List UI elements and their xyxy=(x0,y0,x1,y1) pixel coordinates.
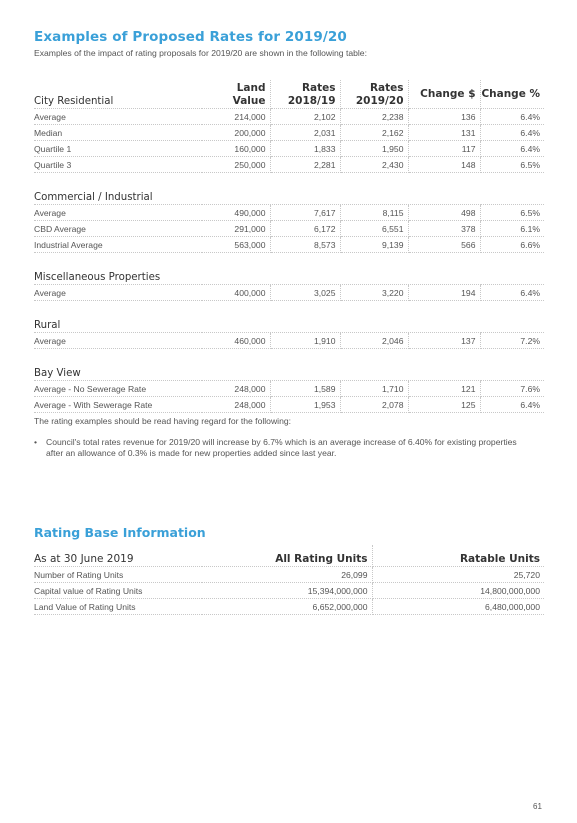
cell-land-value: 248,000 xyxy=(202,381,270,397)
cell-change-dollar: 498 xyxy=(408,205,480,221)
cell-rates-2018-19: 1,589 xyxy=(270,381,340,397)
city-residential-rows xyxy=(34,109,544,173)
rates-table xyxy=(34,80,544,413)
note-text: The rating examples should be read having regard for the following: xyxy=(34,416,292,426)
row-label: Quartile 1 xyxy=(34,141,202,157)
table-row xyxy=(34,157,544,173)
table-row xyxy=(34,125,544,141)
cell-change-dollar: 148 xyxy=(408,157,480,173)
table-row xyxy=(34,285,544,301)
row-label: Number of Rating Units xyxy=(34,567,202,583)
cell-rates-2019-20: 2,238 xyxy=(340,109,408,125)
cell-rates-2019-20: 6,551 xyxy=(340,221,408,237)
table-row xyxy=(34,333,544,349)
cell-change-dollar: 194 xyxy=(408,285,480,301)
bullet-text: Council's total rates revenue for 2019/20 will increase by 6.7% which is an average increase of 6.40% for existing properties after an allowance of 0.3% is made for new properties added since last year. xyxy=(46,437,517,458)
page-number: 61 xyxy=(533,802,542,811)
row-label: Capital value of Rating Units xyxy=(34,583,202,599)
cell-change-percent: 7.2% xyxy=(480,333,544,349)
cell-change-percent: 6.5% xyxy=(480,157,544,173)
cell-rates-2018-19: 1,953 xyxy=(270,397,340,413)
cell-rates-2019-20: 2,162 xyxy=(340,125,408,141)
cell-rates-2018-19: 1,910 xyxy=(270,333,340,349)
col-as-at: As at 30 June 2019 xyxy=(34,545,202,567)
cell-change-percent: 6.1% xyxy=(480,221,544,237)
bullet-item xyxy=(34,437,534,459)
cell-rates-2018-19: 2,031 xyxy=(270,125,340,141)
table-row xyxy=(34,237,544,253)
cell-ratable-units: 6,480,000,000 xyxy=(372,599,544,615)
table-row xyxy=(34,397,544,413)
cell-rates-2019-20: 2,430 xyxy=(340,157,408,173)
table-row xyxy=(34,109,544,125)
row-label: Average - With Sewerage Rate xyxy=(34,397,202,413)
cell-change-percent: 6.4% xyxy=(480,285,544,301)
cell-change-dollar: 136 xyxy=(408,109,480,125)
cell-rates-2018-19: 7,617 xyxy=(270,205,340,221)
cell-change-dollar: 137 xyxy=(408,333,480,349)
cell-rates-2019-20: 3,220 xyxy=(340,285,408,301)
cell-land-value: 291,000 xyxy=(202,221,270,237)
cell-all-rating-units: 26,099 xyxy=(202,567,372,583)
col-ratable-units: Ratable Units xyxy=(372,545,544,567)
commercial-rows xyxy=(34,205,544,253)
cell-rates-2018-19: 1,833 xyxy=(270,141,340,157)
page-title: Examples of Proposed Rates for 2019/20 xyxy=(34,29,347,45)
cell-rates-2019-20: 8,115 xyxy=(340,205,408,221)
row-label: Average xyxy=(34,109,202,125)
cell-change-dollar: 378 xyxy=(408,221,480,237)
table-row xyxy=(34,205,544,221)
cell-rates-2018-19: 3,025 xyxy=(270,285,340,301)
cell-change-percent: 6.4% xyxy=(480,125,544,141)
cell-all-rating-units: 6,652,000,000 xyxy=(202,599,372,615)
cell-change-dollar: 566 xyxy=(408,237,480,253)
col-all-rating-units: All Rating Units xyxy=(202,545,372,567)
row-label: Average xyxy=(34,285,202,301)
rural-rows xyxy=(34,333,544,349)
rating-base-header xyxy=(34,545,544,567)
row-label: CBD Average xyxy=(34,221,202,237)
cell-change-dollar: 131 xyxy=(408,125,480,141)
rating-base-rows xyxy=(34,567,544,615)
row-label: Land Value of Rating Units xyxy=(34,599,202,615)
cell-change-percent: 6.4% xyxy=(480,109,544,125)
misc-rows xyxy=(34,285,544,301)
cell-change-percent: 7.6% xyxy=(480,381,544,397)
table-row xyxy=(34,221,544,237)
cell-change-percent: 6.4% xyxy=(480,397,544,413)
col-land-value: Land Value xyxy=(202,80,270,109)
section-title-rating-base: Rating Base Information xyxy=(34,525,206,540)
cell-ratable-units: 25,720 xyxy=(372,567,544,583)
table-row xyxy=(34,583,544,599)
cell-land-value: 460,000 xyxy=(202,333,270,349)
section-misc: Miscellaneous Properties xyxy=(34,253,544,285)
cell-change-percent: 6.5% xyxy=(480,205,544,221)
cell-change-dollar: 125 xyxy=(408,397,480,413)
cell-change-percent: 6.4% xyxy=(480,141,544,157)
cell-land-value: 490,000 xyxy=(202,205,270,221)
col-change-percent: Change % xyxy=(480,80,544,109)
cell-land-value: 214,000 xyxy=(202,109,270,125)
cell-rates-2019-20: 2,046 xyxy=(340,333,408,349)
table-row xyxy=(34,141,544,157)
cell-land-value: 160,000 xyxy=(202,141,270,157)
cell-land-value: 248,000 xyxy=(202,397,270,413)
section-city-residential: City Residential xyxy=(34,80,202,109)
row-label: Industrial Average xyxy=(34,237,202,253)
rates-table-header xyxy=(34,80,544,109)
cell-rates-2018-19: 2,102 xyxy=(270,109,340,125)
table-row xyxy=(34,381,544,397)
cell-rates-2019-20: 1,710 xyxy=(340,381,408,397)
cell-all-rating-units: 15,394,000,000 xyxy=(202,583,372,599)
section-rural: Rural xyxy=(34,301,544,333)
cell-ratable-units: 14,800,000,000 xyxy=(372,583,544,599)
cell-change-dollar: 117 xyxy=(408,141,480,157)
col-rates-2019-20: Rates 2019/20 xyxy=(340,80,408,109)
row-label: Median xyxy=(34,125,202,141)
cell-rates-2019-20: 9,139 xyxy=(340,237,408,253)
cell-land-value: 250,000 xyxy=(202,157,270,173)
cell-rates-2019-20: 1,950 xyxy=(340,141,408,157)
cell-land-value: 200,000 xyxy=(202,125,270,141)
row-label: Average - No Sewerage Rate xyxy=(34,381,202,397)
cell-rates-2018-19: 8,573 xyxy=(270,237,340,253)
cell-land-value: 400,000 xyxy=(202,285,270,301)
row-label: Average xyxy=(34,333,202,349)
table-row xyxy=(34,599,544,615)
col-rates-2018-19: Rates 2018/19 xyxy=(270,80,340,109)
section-commercial: Commercial / Industrial xyxy=(34,173,544,205)
cell-rates-2018-19: 2,281 xyxy=(270,157,340,173)
table-row xyxy=(34,567,544,583)
intro-text: Examples of the impact of rating proposals for 2019/20 are shown in the following table: xyxy=(34,48,367,58)
bay-view-rows xyxy=(34,381,544,413)
row-label: Average xyxy=(34,205,202,221)
bullet-icon: • xyxy=(34,437,38,447)
cell-land-value: 563,000 xyxy=(202,237,270,253)
cell-rates-2018-19: 6,172 xyxy=(270,221,340,237)
rating-base-table xyxy=(34,545,544,615)
row-label: Quartile 3 xyxy=(34,157,202,173)
cell-change-percent: 6.6% xyxy=(480,237,544,253)
section-bay-view: Bay View xyxy=(34,349,544,381)
cell-rates-2019-20: 2,078 xyxy=(340,397,408,413)
cell-change-dollar: 121 xyxy=(408,381,480,397)
col-change-dollar: Change $ xyxy=(408,80,480,109)
